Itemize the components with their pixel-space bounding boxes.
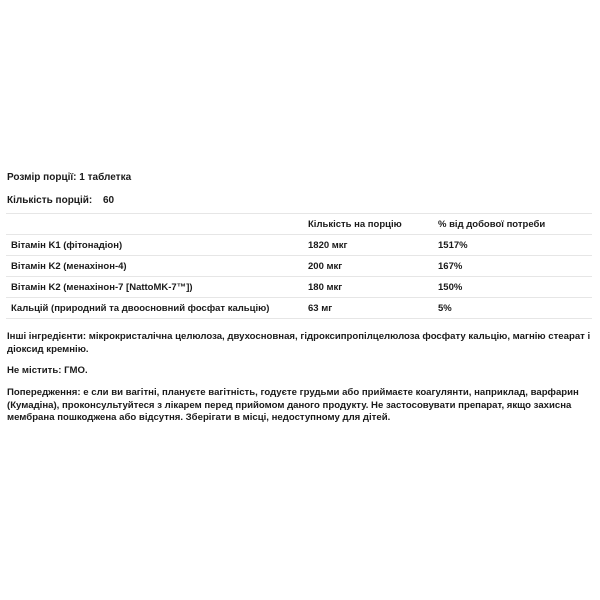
serving-size (7, 172, 131, 184)
ingredient-name: Вітамін K2 (менахінон-7 [NattoMK-7™]) (6, 277, 303, 298)
serving-count-label: Кількість порцій: (7, 195, 93, 206)
serving-size-value: 1 таблетка (79, 172, 132, 183)
ingredient-dv: 1517% (433, 235, 592, 256)
header-ingredient (6, 214, 303, 235)
ingredient-amount: 200 мкг (303, 256, 433, 277)
table-header-row (6, 214, 592, 235)
ingredient-dv: 167% (433, 256, 592, 277)
ingredient-name: Вітамін K2 (менахінон-4) (6, 256, 303, 277)
ingredient-amount: 63 мг (303, 298, 433, 319)
serving-count (7, 195, 114, 207)
other-ingredients: Інші інгредієнти: мікрокристалічна целюлоза, двухосновная, гідроксипропілцелюлоза фосфату кальцію, магнію стеарат і діоксид кремнію. (7, 331, 591, 355)
ingredient-amount: 180 мкг (303, 277, 433, 298)
serving-size-label: Розмір порції: (7, 172, 77, 183)
warning-text: Попередження: е сли ви вагітні, плануєте вагітність, годуєте грудьми або приймаєте коагулянти, наприклад, варфарин (Кумадіна), проконсультуйтеся з лікарем перед прийомом даного продукту. Не застосовувати препарат, якщо захисна мембрана пошкоджена або відсутня. Зберігати в місці, недоступному для дітей. (7, 387, 579, 423)
ingredient-dv: 5% (433, 298, 592, 319)
ingredient-dv: 150% (433, 277, 592, 298)
header-amount: Кількість на порцію (303, 214, 433, 235)
table-row (6, 235, 592, 256)
header-daily-value: % від добової потреби (433, 214, 592, 235)
ingredient-amount: 1820 мкг (303, 235, 433, 256)
does-not-contain: Не містить: ГМО. (7, 365, 88, 376)
table-row (6, 256, 592, 277)
supplement-facts-table (6, 213, 592, 319)
table-row (6, 277, 592, 298)
ingredient-name: Кальцій (природний та двоосновний фосфат кальцію) (6, 298, 303, 319)
serving-count-value: 60 (103, 195, 115, 206)
table-row (6, 298, 592, 319)
ingredient-name: Вітамін K1 (фітонадіон) (6, 235, 303, 256)
